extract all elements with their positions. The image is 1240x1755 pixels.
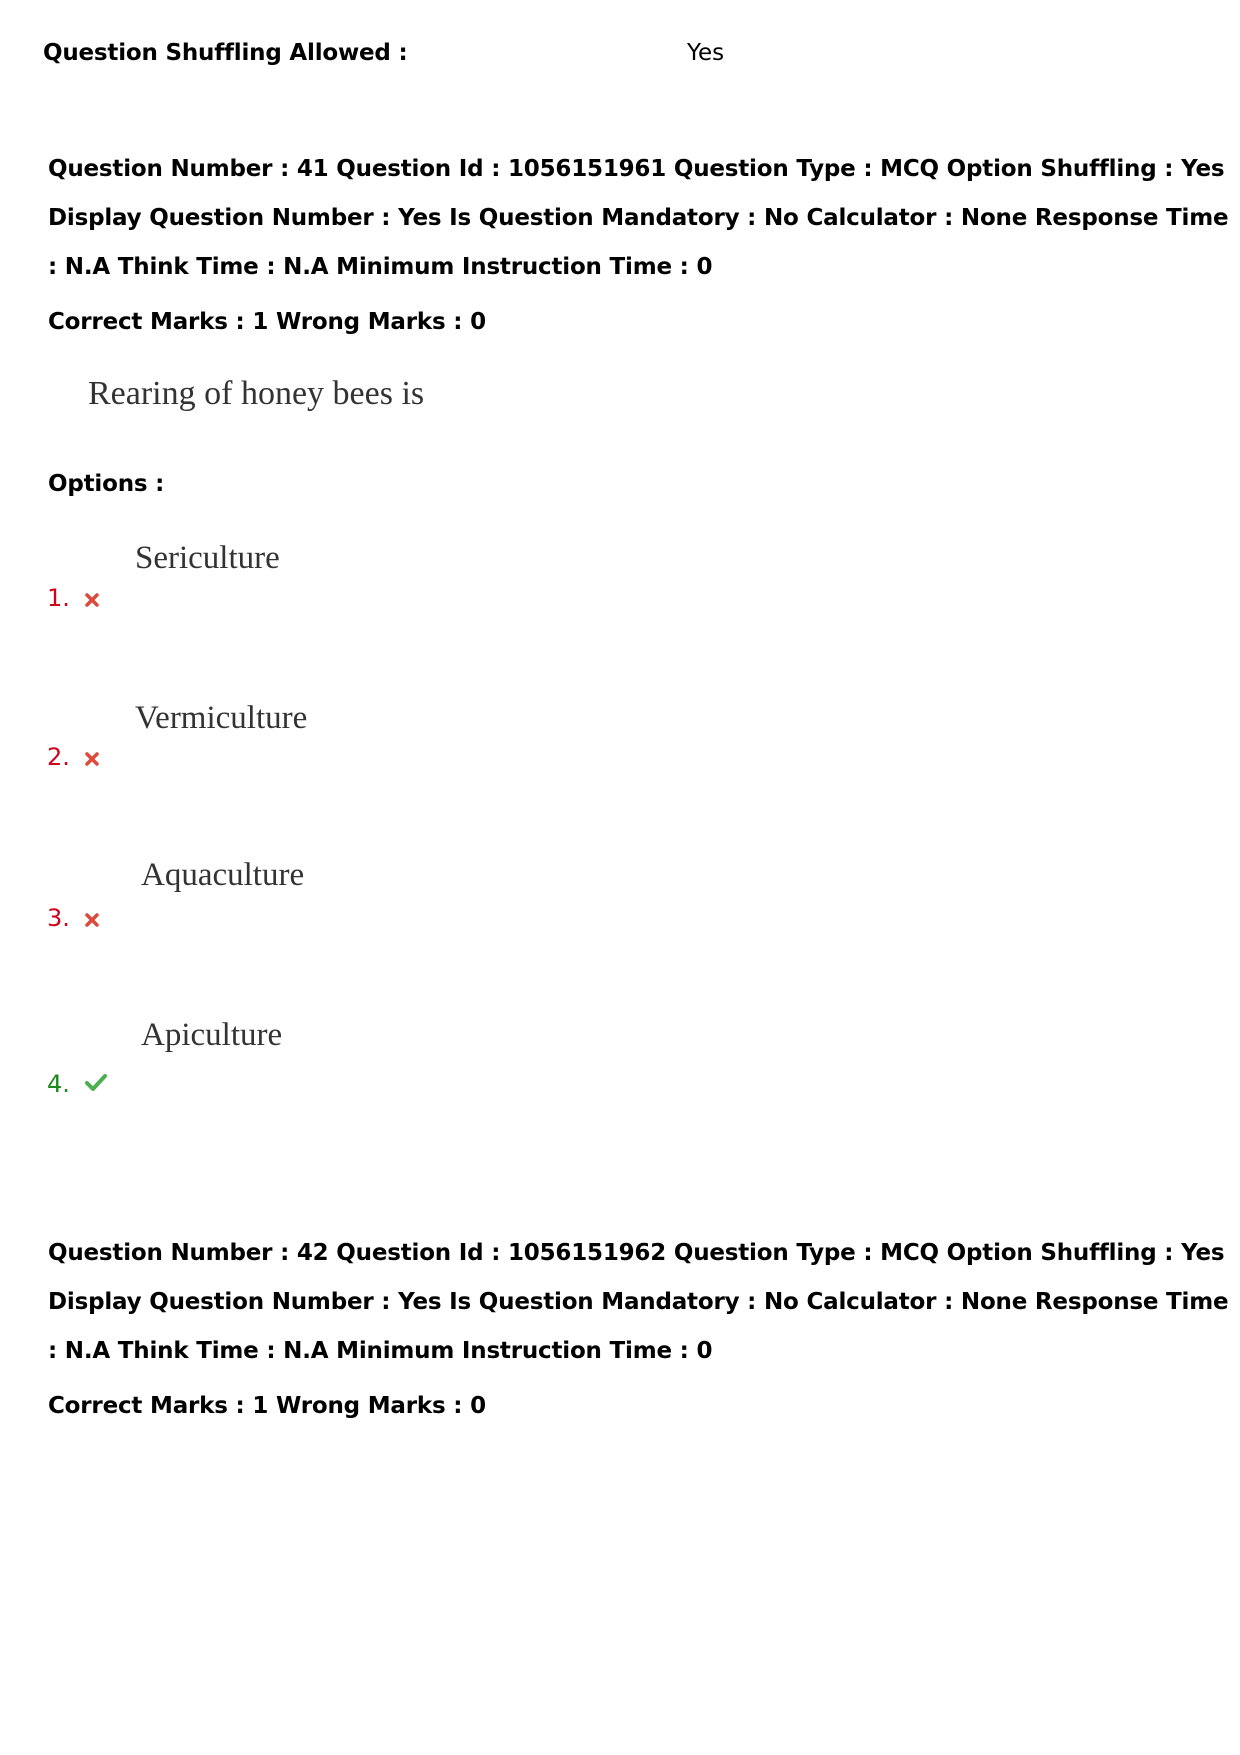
- q41-question-text: Rearing of honey bees is: [88, 375, 425, 412]
- shuffle-label: Question Shuffling Allowed :: [43, 40, 408, 66]
- option-2[interactable]: [47, 743, 100, 773]
- q42-meta-line-2: Display Question Number : Yes Is Question Mandatory : No Calculator : None Response Time: [48, 1289, 1229, 1315]
- option-3-text: Aquaculture: [141, 857, 305, 893]
- q42-meta-line-3: : N.A Think Time : N.A Minimum Instruction Time : 0: [48, 1338, 713, 1364]
- check-icon: [84, 1070, 108, 1098]
- cross-icon: [84, 586, 100, 614]
- option-1-text: Sericulture: [135, 540, 280, 576]
- cross-icon: [84, 745, 100, 773]
- option-1[interactable]: [47, 584, 100, 614]
- q41-meta-line-2: Display Question Number : Yes Is Question Mandatory : No Calculator : None Response Time: [48, 205, 1229, 231]
- option-4-text: Apiculture: [141, 1017, 283, 1053]
- q41-meta-line-3: : N.A Think Time : N.A Minimum Instruction Time : 0: [48, 254, 713, 280]
- option-2-text: Vermiculture: [135, 700, 308, 736]
- option-4[interactable]: [47, 1070, 108, 1098]
- option-1-number: 1.: [47, 584, 70, 612]
- q42-meta-line-1: Question Number : 42 Question Id : 1056151962 Question Type : MCQ Option Shuffling : Yes: [48, 1240, 1225, 1266]
- shuffle-value: Yes: [687, 40, 725, 66]
- option-4-number: 4.: [47, 1070, 70, 1098]
- q41-options-label: Options :: [48, 471, 165, 497]
- option-3-number: 3.: [47, 904, 70, 932]
- q42-marks: Correct Marks : 1 Wrong Marks : 0: [48, 1393, 486, 1419]
- option-3[interactable]: [47, 904, 100, 934]
- cross-icon: [84, 906, 100, 934]
- q41-marks: Correct Marks : 1 Wrong Marks : 0: [48, 309, 486, 335]
- q41-meta-line-1: Question Number : 41 Question Id : 1056151961 Question Type : MCQ Option Shuffling : Yes: [48, 156, 1225, 182]
- option-2-number: 2.: [47, 743, 70, 771]
